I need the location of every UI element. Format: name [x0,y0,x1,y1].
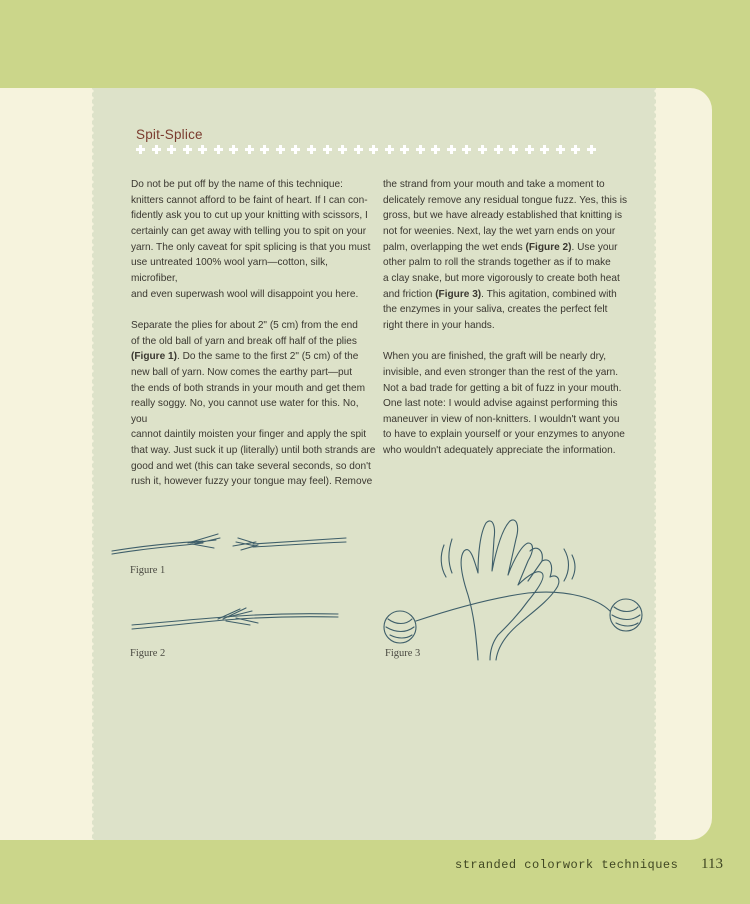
cross-ornament [338,145,347,154]
figure-1-caption: Figure 1 [130,565,166,576]
para-2-line: the ends of both strands in your mouth and get them [131,382,365,394]
figure-1-ref: (Figure 1) [131,351,177,363]
para-4-line: One last note: I would advise against performing this [383,398,618,410]
para-1-line: use untreated 100% wool yarn—cotton, silk, microfiber, [131,257,328,284]
para-1-line: yarn. The only caveat for spit splicing is that you must [131,241,371,253]
cross-ornament [494,145,503,154]
cross-ornament [509,145,518,154]
cross-ornament [307,145,316,154]
para-3-line: the strand from your mouth and take a moment to [383,179,605,190]
para-4-line: maneuver in view of non-knitters. I wouldn't want you [383,413,620,425]
text-column-right [383,177,628,459]
page-number: 113 [701,856,723,872]
cross-ornament [478,145,487,154]
para-1-line: certainly can get away with telling you to spit on your [131,225,367,237]
figure-2-ref: (Figure 2) [525,241,572,253]
para-2-line: rush it, however fuzzy your tongue may feel). Remove [131,476,373,488]
cross-ornament [198,145,207,154]
cross-ornament [369,145,378,154]
para-4-line: to have to explain yourself or your enzymes to anyone [383,429,625,441]
para-3-line: a clay snake, but more vigorously to create both heat [383,272,620,284]
para-3-line: right there in your hands. [383,319,495,331]
para-4-line: When you are finished, the graft will be nearly dry, [383,351,607,363]
para-1-line: fidently ask you to cut up your knitting with scissors, I [131,210,368,222]
para-3-text: palm, overlapping the wet ends [383,241,526,253]
para-3-line [383,240,628,256]
cross-ornament [291,145,300,154]
para-2-line: good and wet (this can take several seconds, so don't [131,460,371,472]
para-3-text: and friction [383,288,436,300]
para-3-text: . This agitation, combined with [481,288,617,300]
cross-ornament [556,145,565,154]
para-1-line: knitters cannot afford to be faint of heart. If I can con- [131,194,368,206]
para-4-line: Not a bad trade for getting a bit of fuzz in your mouth. [383,382,622,394]
cross-ornament [260,145,269,154]
cross-ornament [462,145,471,154]
cross-ornament [416,145,425,154]
para-2-line: of the old ball of yarn and break off half of the plies [131,335,357,347]
para-2-line: that way. Just suck it up (literally) until both strands are [131,445,376,457]
figure-3-ref: (Figure 3) [435,288,482,300]
para-4-line: who wouldn't adequately appreciate the information. [383,445,616,457]
cross-ornament [229,145,238,154]
para-3-line: delicately remove any residual tongue fuzz. Yes, this is [383,194,628,206]
para-3-line: not for weenies. Next, lay the wet yarn ends on your [383,225,616,237]
running-footer-title: stranded colorwork techniques [455,858,679,872]
figure-2-illustration [128,605,343,637]
cross-ornament [571,145,580,154]
figure-2-caption: Figure 2 [130,648,166,659]
cross-ornament [431,145,440,154]
para-2-text: . Do the same to the first 2" (5 cm) of the [176,351,359,363]
para-2-line [131,349,376,365]
panel-edge-left [89,88,95,840]
figure-1-illustration [108,520,353,570]
para-4-line: invisible, and even stronger than the rest of the yarn. [383,366,619,378]
para-2-line: new ball of yarn. Now comes the earthy part—put [131,366,353,378]
cross-ornament [447,145,456,154]
para-1-line: and even superwash wool will disappoint you here. [131,288,359,300]
para-1-line: Do not be put off by the name of this technique: [131,179,343,190]
para-3-line: other palm to roll the strands together as if to make [383,257,611,269]
cross-ornament [354,145,363,154]
para-2-line: really soggy. No, you cannot use water for this. No, you [131,398,359,425]
para-3-line: the enzymes in your saliva, creates the perfect felt [383,304,608,316]
figure-3-caption: Figure 3 [385,648,421,659]
para-2-line: cannot daintily moisten your finger and apply the spit [131,429,367,441]
cross-ornament [385,145,394,154]
cross-ornament [183,145,192,154]
panel-edge-right [653,88,659,840]
cross-ornament [152,145,161,154]
cross-ornament [136,145,145,154]
cross-ornament [323,145,332,154]
cross-ornament [245,145,254,154]
text-column-left [131,177,376,490]
para-3-line [383,287,628,303]
cross-ornament [167,145,176,154]
cross-ornament [400,145,409,154]
figure-3-illustration [378,515,648,665]
para-2-line: Separate the plies for about 2" (5 cm) from the end [131,319,358,331]
para-3-line: gross, but we have already established that knitting is [383,210,623,222]
cross-ornament-row [136,145,596,163]
section-heading: Spit-Splice [136,127,203,142]
cross-ornament [525,145,534,154]
cross-ornament [276,145,285,154]
cross-ornament [540,145,549,154]
cross-ornament [214,145,223,154]
cross-ornament [587,145,596,154]
para-3-text: . Use your [571,241,618,253]
